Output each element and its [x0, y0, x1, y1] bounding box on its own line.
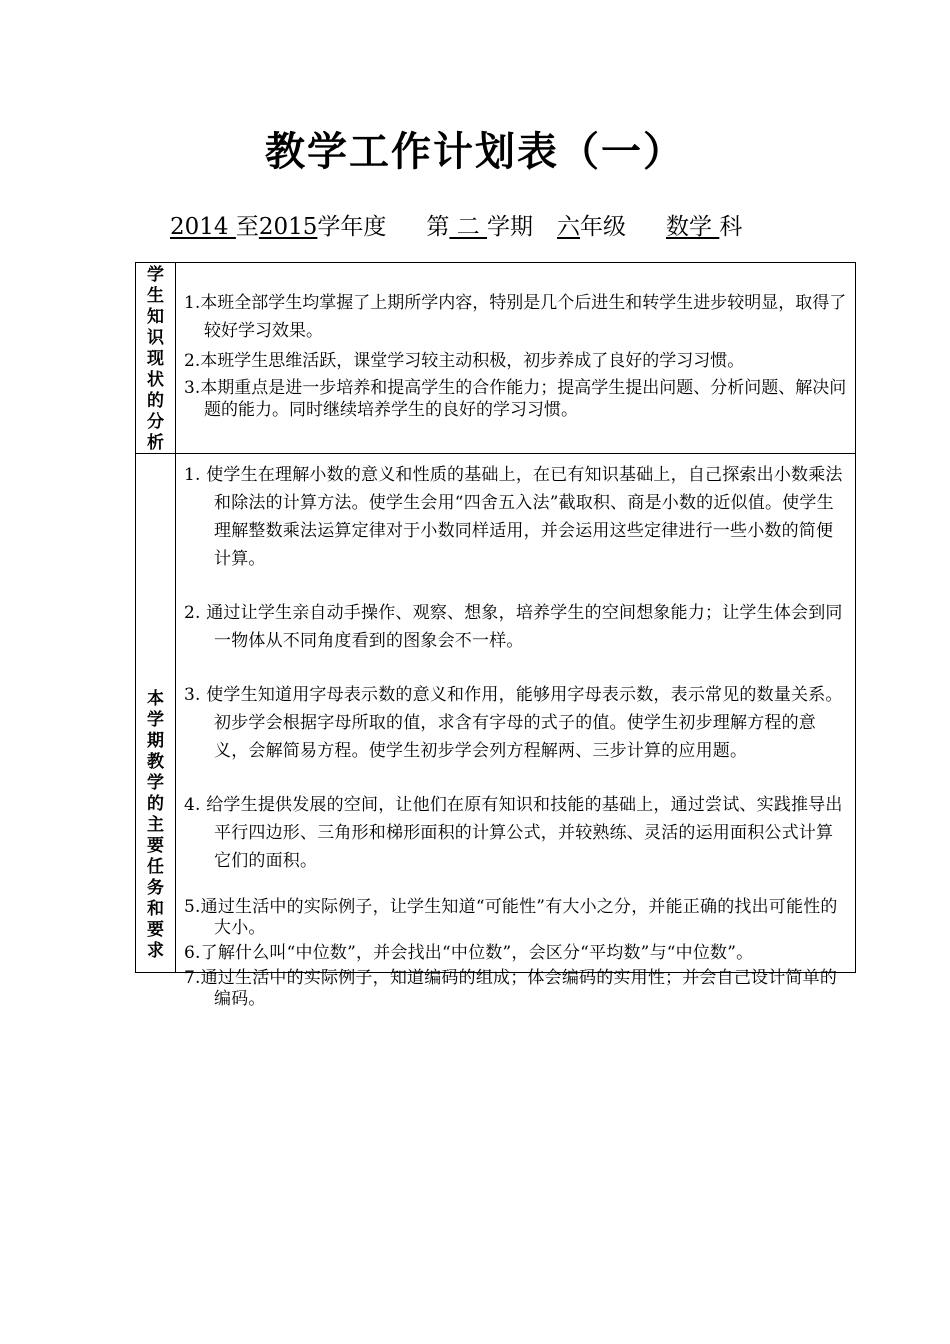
document-title: 教学工作计划表（一） — [265, 129, 685, 175]
list-item: 5.通过生活中的实际例子，让学生知道“可能性”有大小之分，并能正确的找出可能性的大小。 — [184, 897, 838, 938]
term-prefix: 第 — [426, 214, 450, 240]
list-item: 1. 使学生在理解小数的意义和性质的基础上，在已有知识基础上，自己探索出小数乘法和除法的计算方法。使学生会用“四舍五入法”截取积、商是小数的近似值。使学生理解整数乘法运算定律对于小数同样适用，并会运用这些定律进行一些小数的简便计算。 — [184, 465, 843, 569]
list-item: 2. 通过让学生亲自动手操作、观察、想象，培养学生的空间想象能力；让学生体会到同一物体从不同角度看到的图象会不一样。 — [184, 603, 843, 651]
list-item: 6.了解什么叫“中位数”，并会找出“中位数”，会区分“平均数”与“中位数”。 — [184, 943, 754, 963]
list-item: 4. 给学生提供发展的空间，让他们在原有知识和技能的基础上，通过尝试、实践推导出平行四边形、三角形和梯形面积的计算公式，并较熟练、灵活的运用面积公式计算它们的面积。 — [184, 795, 843, 871]
row-label-analysis: 学生知识现状的分析 — [136, 263, 176, 453]
year-suffix: 学年度 — [317, 214, 387, 240]
list-item: 1.本班全部学生均掌握了上期所学内容，特别是几个后进生和转学生进步较明显，取得了较好学习效果。 — [184, 293, 847, 341]
row-content-tasks — [184, 461, 847, 1010]
subtitle-line — [170, 208, 742, 241]
list-item: 7.通过生活中的实际例子，知道编码的组成；体会编码的实用性；并会自己设计简单的编码。 — [184, 968, 838, 1009]
year-start: 2014 — [170, 214, 236, 240]
row-content-analysis — [184, 289, 847, 423]
year-end: 2015 — [258, 214, 318, 240]
row-label-tasks: 本学期教学的主要任务和要求 — [136, 453, 176, 972]
table-row-tasks — [136, 453, 855, 1009]
list-item: 3.本期重点是进一步培养和提高学生的合作能力；提高学生提出问题、分析问题、解决问题的能力。同时继续培养学生的良好的学习习惯。 — [184, 378, 847, 420]
term-suffix: 学期 — [487, 214, 534, 240]
list-item: 3. 使学生知道用字母表示数的意义和作用，能够用字母表示数，表示常见的数量关系。初步学会根据字母所取的值，求含有字母的式子的值。使学生初步理解方程的意义，会解简易方程。使学生初步学会列方程解两、三步计算的应用题。 — [184, 685, 843, 761]
list-item: 2.本班学生思维活跃，课堂学习较主动积极，初步养成了良好的学习习惯。 — [184, 351, 745, 371]
table-row-analysis — [136, 263, 855, 454]
grade-value: 六 — [557, 214, 581, 240]
subject-suffix: 科 — [719, 214, 743, 240]
to-text: 至 — [235, 214, 259, 240]
term-value: 二 — [449, 214, 488, 240]
subject-value: 数学 — [666, 214, 720, 240]
grade-suffix: 年级 — [580, 214, 627, 240]
plan-table — [135, 262, 856, 1009]
